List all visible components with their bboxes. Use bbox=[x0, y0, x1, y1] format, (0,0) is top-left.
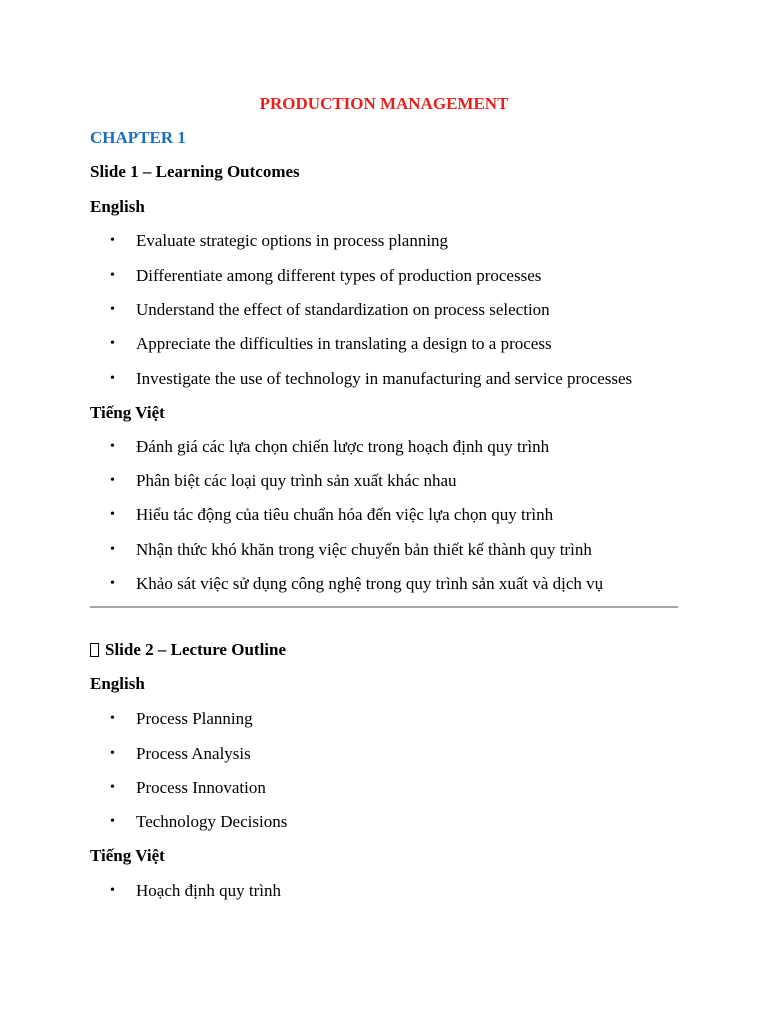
list-item-text: Process Planning bbox=[136, 709, 253, 728]
slide2-heading: Slide 2 – Lecture Outline bbox=[105, 640, 287, 659]
list-item-text: Khảo sát việc sử dụng công nghệ trong quy trình sản xuất và dịch vụ bbox=[136, 574, 604, 593]
bullet-icon: • bbox=[110, 439, 115, 454]
list-item-text: Process Analysis bbox=[136, 744, 251, 763]
list-item-text: Hiểu tác động của tiêu chuẩn hóa đến việc lựa chọn quy trình bbox=[136, 505, 554, 524]
slide2-english-label: English bbox=[90, 674, 145, 693]
missing-glyph-icon bbox=[90, 643, 99, 657]
horizontal-divider bbox=[90, 606, 678, 608]
bullet-icon: • bbox=[110, 814, 115, 829]
bullet-icon: • bbox=[110, 473, 115, 488]
bullet-icon: • bbox=[110, 780, 115, 795]
list-item-text: Phân biệt các loại quy trình sản xuất khác nhau bbox=[136, 471, 457, 490]
bullet-icon: • bbox=[110, 576, 115, 591]
list-item-text: Technology Decisions bbox=[136, 812, 288, 831]
slide2-heading-row bbox=[90, 639, 286, 661]
bullet-icon: • bbox=[110, 268, 115, 283]
bullet-icon: • bbox=[110, 542, 115, 557]
list-item-text: Đánh giá các lựa chọn chiến lược trong hoạch định quy trình bbox=[136, 437, 550, 456]
bullet-icon: • bbox=[110, 746, 115, 761]
bullet-icon: • bbox=[110, 883, 115, 898]
slide1-vietnamese-label: Tiếng Việt bbox=[90, 403, 165, 422]
list-item-text: Process Innovation bbox=[136, 778, 266, 797]
bullet-icon: • bbox=[110, 507, 115, 522]
list-item-text: Nhận thức khó khăn trong việc chuyển bản thiết kế thành quy trình bbox=[136, 540, 592, 559]
slide1-heading: Slide 1 – Learning Outcomes bbox=[90, 162, 300, 181]
list-item-text: Appreciate the difficulties in translating a design to a process bbox=[136, 334, 552, 353]
list-item-text: Evaluate strategic options in process planning bbox=[136, 231, 449, 250]
slide1-english-label: English bbox=[90, 197, 145, 216]
bullet-icon: • bbox=[110, 302, 115, 317]
list-item-text: Understand the effect of standardization on process selection bbox=[136, 300, 550, 319]
slide2-vietnamese-label: Tiếng Việt bbox=[90, 846, 165, 865]
bullet-icon: • bbox=[110, 711, 115, 726]
list-item-text: Differentiate among different types of production processes bbox=[136, 266, 542, 285]
document-title: PRODUCTION MANAGEMENT bbox=[259, 94, 509, 113]
list-item-text: Investigate the use of technology in manufacturing and service processes bbox=[136, 369, 633, 388]
bullet-icon: • bbox=[110, 336, 115, 351]
bullet-icon: • bbox=[110, 233, 115, 248]
chapter-heading: CHAPTER 1 bbox=[90, 128, 186, 147]
list-item-text: Hoạch định quy trình bbox=[136, 881, 281, 900]
bullet-icon: • bbox=[110, 371, 115, 386]
